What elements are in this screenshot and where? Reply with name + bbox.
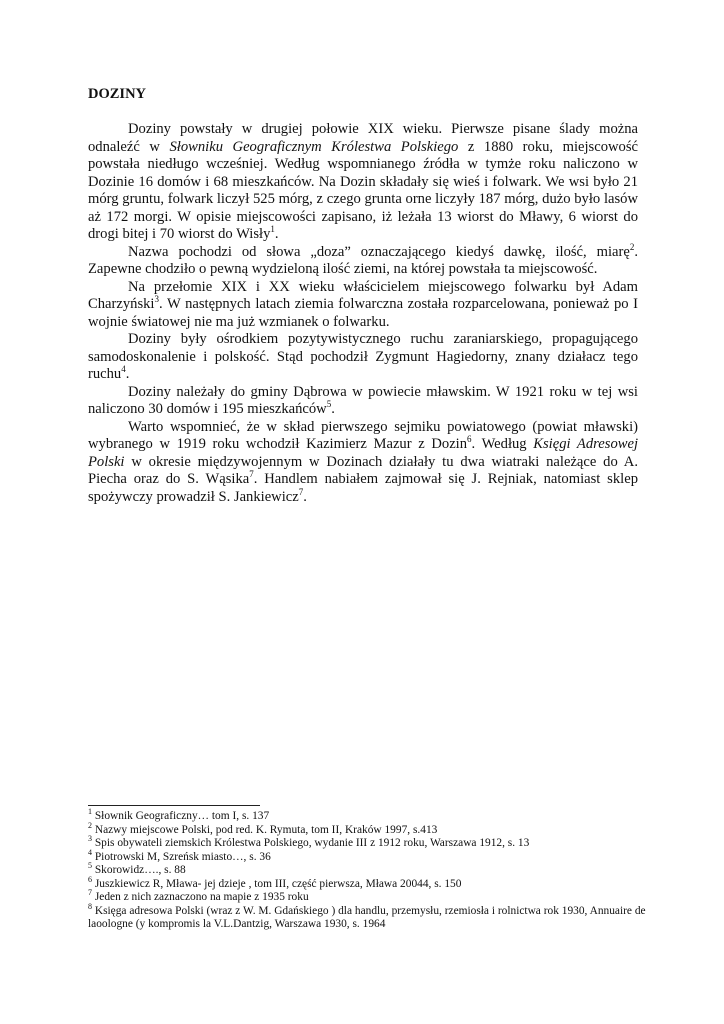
document-title: DOZINY xyxy=(88,86,147,102)
paragraph xyxy=(88,241,638,279)
text-run: Doziny powstały w drugiej połowie XIX wieku. Pierwsze pisane ślady można odnaleźć w xyxy=(88,121,638,155)
paragraph xyxy=(88,331,638,384)
footnote-reference: 7 xyxy=(298,486,304,497)
footnote-text: Jeden z nich zaznaczono na mapie z 1935 roku xyxy=(92,891,309,903)
footnote-number: 5 xyxy=(88,861,92,871)
text-run: . xyxy=(331,401,335,417)
footnote xyxy=(88,888,648,905)
document-body xyxy=(88,121,638,506)
footnote-number: 6 xyxy=(88,874,92,884)
text-run: . xyxy=(125,366,130,382)
text-run: . Według xyxy=(471,436,534,452)
paragraph xyxy=(88,419,638,507)
footnote xyxy=(88,847,648,865)
text-run: . W następnych latach ziemia folwarczna została rozparcelowana, ponieważ po I wojnie światowej nie ma już wzmianek o folwarku. xyxy=(88,296,638,330)
text-run: . xyxy=(274,226,279,242)
footnote-text: Księga adresowa Polski (wraz z W. M. Gdańskiego ) dla handlu, przemysłu, rzemiosła i rolnictwa rok 1930, Annuaire de laoologne (y kompromis la V.L.Dantzig, Warszawa 1930, s. 1964 xyxy=(88,904,646,930)
footnote-reference: 6 xyxy=(467,434,472,445)
footnote-text: Piotrowski M, Szreńsk miasto…, s. 36 xyxy=(92,850,271,863)
footnote-number: 8 xyxy=(88,901,92,911)
footnote-reference: 7 xyxy=(249,469,254,480)
text-run: . xyxy=(303,488,307,505)
footnote-reference: 2 xyxy=(629,241,635,252)
italic-title: Słowniku Geograficznym Królestwa Polskiego xyxy=(169,138,459,155)
italic-title: Księgi Adresowej Polski xyxy=(88,436,639,470)
footnote-text: Słownik Geograficzny… tom I, s. 137 xyxy=(92,810,270,822)
document-page xyxy=(88,86,638,506)
paragraph xyxy=(88,384,638,419)
paragraph xyxy=(88,279,638,332)
footnote xyxy=(88,834,648,851)
footnote-reference: 3 xyxy=(154,294,159,305)
text-run: Doziny były ośrodkiem pozytywistycznego ruchu zaraniarskiego, propagującego samodoskonalenie i polskość. Stąd pochodził Zygmunt Hagiedorny, znany działacz tego ruchu xyxy=(88,331,638,382)
footnote xyxy=(88,861,648,878)
text-run: Nazwa pochodzi od słowa „doza” oznaczającego kiedyś dawkę, ilość, miarę xyxy=(128,243,630,260)
text-run: Warto wspomnieć, że w skład pierwszego sejmiku powiatowego (powiat mławski) wybranego w 1919 roku wchodził Kazimierz Mazur z Dozin xyxy=(88,418,638,452)
footnote-text: Skorowidz…., s. 88 xyxy=(92,864,186,876)
footnote-number: 4 xyxy=(88,847,92,857)
footnote xyxy=(88,901,648,932)
footnote-list xyxy=(88,807,648,932)
footnote-number: 7 xyxy=(88,888,92,898)
footnote-reference: 5 xyxy=(326,399,332,410)
footnote-number: 3 xyxy=(88,834,92,844)
footnote xyxy=(88,820,648,838)
footnote-number: 1 xyxy=(88,807,92,817)
text-run: . Zapewne chodziło o pewną wydzieloną ilość ziemi, na której powstała ta miejscowość. xyxy=(88,243,638,277)
footnote-reference: 1 xyxy=(270,224,275,235)
text-run: z 1880 roku, miejscowość powstała niedługo wcześniej. Według wspomnianego źródła w tymże roku naliczono w Dozinie 16 domów i 68 mieszkańców. Na Dozin składały się wieś i folwark. We wsi było 21 mórg gruntu, folwark liczył 525 mórg, z czego grunta orne liczyły 187 mórg, dużo było lasów aż 172 morgi. W opisie miejscowości zapisano, iż leżała 13 wiorst do Mławy, 6 wiorst do drogi bitej i 70 wiorst do Wisły xyxy=(88,138,638,242)
text-run: w okresie międzywojennym w Dozinach działały tu dwa wiatraki należące do A. Piecha oraz do S. Wąsika xyxy=(88,453,638,487)
footnote-text: Nazwy miejscowe Polski, pod red. K. Rymuta, tom II, Kraków 1997, s.413 xyxy=(92,823,438,836)
footnote-text: Spis obywateli ziemskich Królestwa Polskiego, wydanie III z 1912 roku, Warszawa 1912, s. 13 xyxy=(92,837,530,849)
text-run: Na przełomie XIX i XX wieku właścicielem miejscowego folwarku był Adam Charzyński xyxy=(88,278,638,312)
footnote-text: Juszkiewicz R, Mława- jej dzieje , tom III, część pierwsza, Mława 20044, s. 150 xyxy=(92,877,462,890)
paragraph xyxy=(88,121,638,244)
footnote-number: 2 xyxy=(88,820,92,830)
footnote-reference: 4 xyxy=(121,364,126,375)
footnote xyxy=(88,874,648,892)
text-run: Doziny należały do gminy Dąbrowa w powiecie mławskim. W 1921 roku w tej wsi naliczono 30 domów i 195 mieszkańców xyxy=(88,383,638,417)
footnotes-section xyxy=(88,805,648,932)
footnote xyxy=(88,807,648,824)
footnote-separator xyxy=(88,805,260,806)
text-run: . Handlem nabiałem zajmował się J. Rejniak, natomiast sklep spożywczy prowadził S. Jankiewicz xyxy=(88,471,638,505)
